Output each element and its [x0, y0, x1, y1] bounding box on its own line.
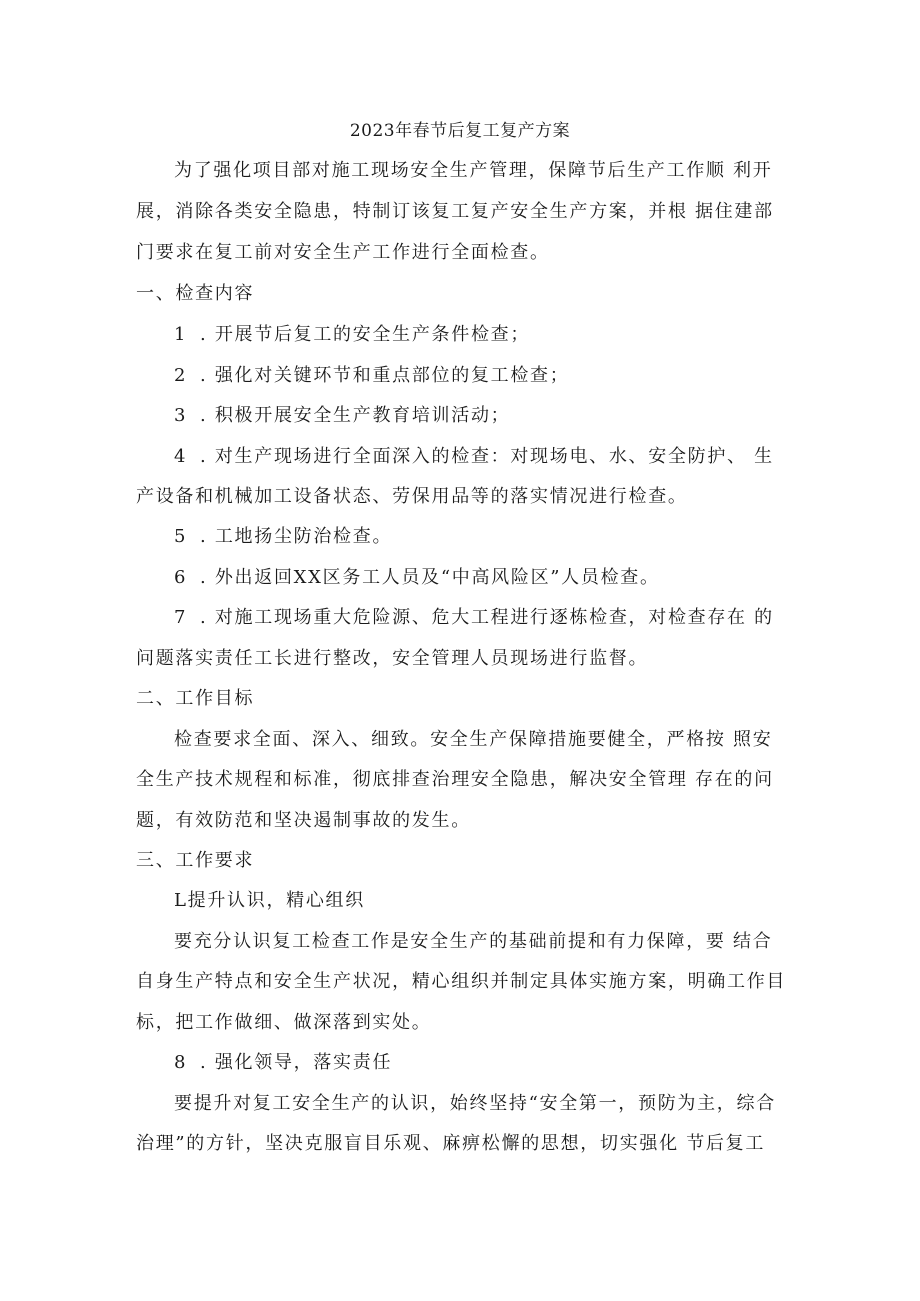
subheading-raise-awareness: L提升认识，精心组织	[174, 890, 365, 911]
intro-line-1: 为了强化项目部对施工现场安全生产管理，保障节后生产工作顺 利开	[174, 160, 773, 181]
list-item-3	[174, 401, 510, 427]
list-item-number: 6	[174, 567, 188, 588]
requirement-line-3: 标，把工作做细、做深落到实处。	[136, 1012, 432, 1033]
subheading-strengthen-leadership	[174, 1048, 392, 1074]
list-item-5	[174, 522, 392, 548]
list-item-text: . 开展节后复工的安全生产条件检查；	[200, 324, 531, 345]
list-item-text: . 对生产现场进行全面深入的检查：对现场电、水、安全防护、 生	[200, 446, 774, 467]
list-item-7-continuation: 问题落实责任工长进行整改，安全管理人员现场进行监督。	[136, 648, 649, 669]
list-item-text: . 外出返回XX区务工人员及“中高风险区”人员检查。	[200, 567, 660, 588]
intro-line-3: 门要求在复工前对安全生产工作进行全面检查。	[136, 242, 550, 263]
list-item-text: . 对施工现场重大危险源、危大工程进行逐栋检查，对检查存在 的	[200, 607, 774, 628]
intro-line-2: 展，消除各类安全隐患，特制订该复工复产安全生产方案，并根 据住建部	[136, 201, 774, 222]
requirement-line-1: 要充分认识复工检查工作是安全生产的基础前提和有力保障，要 结合	[174, 931, 773, 952]
list-item-number: 5	[174, 526, 188, 547]
section-heading-work-requirements: 三、工作要求	[136, 850, 255, 871]
subheading-text: . 强化领导，落实责任	[200, 1052, 393, 1073]
leadership-line-2: 治理”的方针，坚决克服盲目乐观、麻痹松懈的思想，切实强化 节后复工	[136, 1133, 766, 1154]
list-item-2	[174, 361, 569, 387]
list-item-number: 7	[174, 607, 188, 628]
list-item-4-continuation: 产设备和机械加工设备状态、劳保用品等的落实情况进行检查。	[136, 486, 688, 507]
list-item-text: . 强化对关键环节和重点部位的复工检查；	[200, 365, 570, 386]
list-item-1	[174, 320, 530, 346]
list-item-text: . 工地扬尘防治检查。	[200, 526, 393, 547]
goal-line-3: 题，有效防范和坚决遏制事故的发生。	[136, 810, 471, 831]
list-item-7	[174, 603, 774, 629]
goal-line-1: 检查要求全面、深入、细致。安全生产保障措施要健全，严格按 照安	[174, 729, 773, 750]
section-heading-work-goal: 二、工作目标	[136, 688, 255, 709]
list-item-number: 4	[174, 446, 188, 467]
list-item-number: 1	[174, 324, 188, 345]
leadership-line-1: 要提升对复工安全生产的认识，始终坚持“安全第一，预防为主，综合	[174, 1093, 776, 1114]
list-item-number: 8	[174, 1052, 188, 1073]
requirement-line-2: 自身生产特点和安全生产状况，精心组织并制定具体实施方案，明确工作目	[136, 971, 787, 992]
list-item-6	[174, 563, 660, 589]
goal-line-2: 全生产技术规程和标准，彻底排查治理安全隐患，解决安全管理 存在的问	[136, 769, 774, 790]
list-item-number: 2	[174, 365, 188, 386]
list-item-4	[174, 442, 774, 468]
document-title: 2023年春节后复工复产方案	[349, 121, 571, 141]
section-heading-inspection-content: 一、检查内容	[136, 283, 255, 304]
list-item-text: . 积极开展安全生产教育培训活动；	[200, 405, 511, 426]
list-item-number: 3	[174, 405, 188, 426]
